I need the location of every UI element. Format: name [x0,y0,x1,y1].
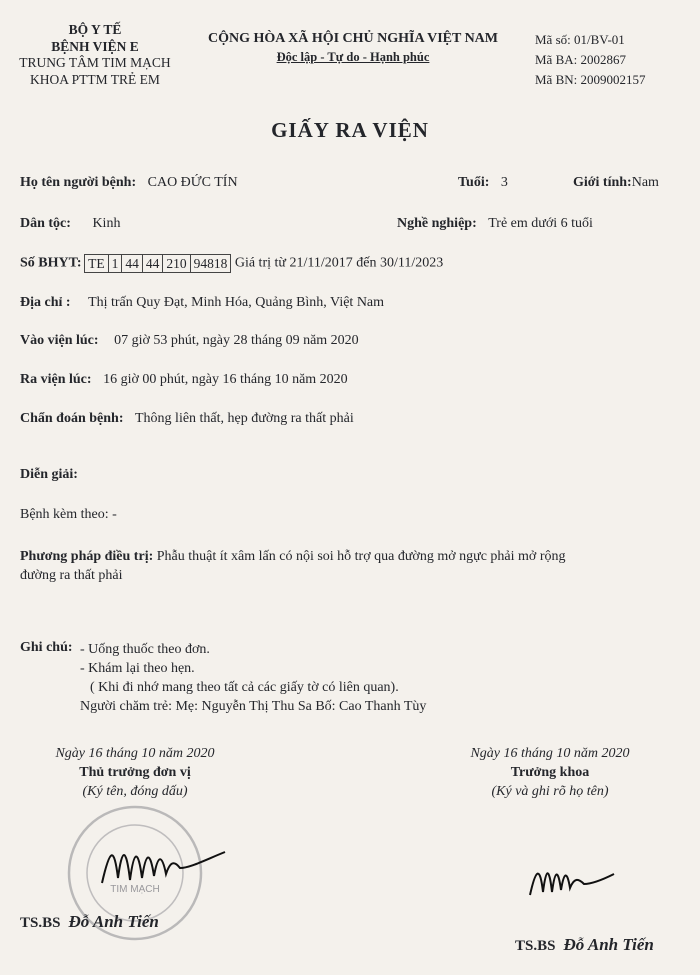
discharge-row [20,372,348,388]
age-row [458,175,508,191]
left-signer-title: TS.BS [20,915,61,931]
explanation-row [20,467,78,483]
insurance-cell: 1 [108,254,123,273]
right-signer-name: Đỗ Anh Tiến [563,935,654,954]
diagnosis-label: Chẩn đoán bệnh: [20,411,124,426]
ethnic-label: Dân tộc: [20,216,71,231]
right-signer [515,935,654,955]
left-signature-role: Thủ trưởng đơn vị [79,765,191,780]
notes-list [80,640,426,716]
left-signature-date: Ngày 16 tháng 10 năm 2020 [55,746,215,761]
gender-value: Nam [631,175,659,190]
right-signature-note: (Ký và ghi rõ họ tên) [491,784,609,799]
insurance-cell: TE [84,254,109,273]
left-signer [20,912,159,932]
explanation-label: Diễn giải: [20,467,78,482]
comorbidity-label: Bệnh kèm theo: [20,507,109,522]
address-label: Địa chỉ : [20,295,71,310]
left-handwritten-signature [100,838,230,898]
discharge-label: Ra viện lúc: [20,372,92,387]
treatment-value: Phẫu thuật ít xâm lấn có nội soi hỗ trợ qua đường mở ngực phải mở rộng [156,549,566,564]
insurance-cell: 44 [121,254,143,273]
diagnosis-row [20,411,354,427]
left-signature-block [20,746,250,800]
job-value: Trẻ em dưới 6 tuổi [488,216,593,231]
job-row [397,216,593,232]
right-handwritten-signature [528,860,618,905]
note-item: - Khám lại theo hẹn. [80,661,195,676]
treatment-continuation: đường ra thất phải [20,568,123,583]
department-name: KHOA PTTM TRẺ EM [30,71,160,87]
patient-code: Mã BN: 2009002157 [535,72,646,87]
insurance-cell: 94818 [190,254,232,273]
patient-name: CAO ĐỨC TÍN [147,175,238,190]
insurance-cell: 210 [162,254,190,273]
note-item: - Uống thuốc theo đơn. [80,642,210,657]
caregiver-info: Người chăm trẻ: Mẹ: Nguyễn Thị Thu Sa Bố: Cao Thanh Tùy [80,699,427,714]
nation-title: CỘNG HÒA XÃ HỘI CHỦ NGHĨA VIỆT NAM [207,31,498,46]
right-signer-title: TS.BS [515,938,556,954]
job-label: Nghề nghiệp: [397,216,477,231]
ministry-name: BỘ Y TẾ [68,22,122,37]
patient-name-label: Họ tên người bệnh: [20,175,137,190]
treatment-label: Phương pháp điều trị: [20,549,154,564]
record-codes [535,30,646,90]
notes-label-text: Ghi chú: [20,640,73,655]
comorbidity-value: - [112,507,117,522]
center-name: TRUNG TÂM TIM MẠCH [19,55,171,70]
admission-label: Vào viện lúc: [20,333,99,348]
document-title: GIẤY RA VIỆN [271,118,429,142]
right-signature-role: Trưởng khoa [510,765,590,780]
form-code: Mã số: 01/BV-01 [535,32,625,47]
comorbidity-row [20,507,117,523]
gender-label: Giới tính: [573,175,632,190]
diagnosis-value: Thông liên thất, hẹp đường ra thất phải [135,411,354,426]
address-row [20,295,384,311]
left-signer-name: Đỗ Anh Tiến [68,912,159,931]
medical-record-code: Mã BA: 2002867 [535,52,626,67]
national-motto: Độc lập - Tự do - Hạnh phúc [276,50,430,64]
notes-label [20,640,73,656]
age-label: Tuổi: [458,175,490,190]
ethnic-row [20,216,120,232]
right-signature-block [435,746,665,800]
stamp-text: TIM MẠCH [110,884,160,895]
address-value: Thị trấn Quy Đạt, Minh Hóa, Quảng Bình, Việt Nam [88,295,385,310]
national-header [188,30,518,66]
left-signature-note: (Ký tên, đóng dấu) [82,784,188,799]
gender-row [573,175,659,191]
discharge-time: 16 giờ 00 phút, ngày 16 tháng 10 năm 2020 [103,372,348,387]
hospital-name: BỆNH VIỆN E [51,38,139,54]
insurance-number-boxes [85,254,231,273]
insurance-label: Số BHYT: [20,255,82,271]
treatment-row [20,549,565,565]
patient-name-row [20,175,238,191]
hospital-header [10,22,180,88]
admission-row [20,333,359,349]
ethnic-value: Kinh [92,216,121,231]
insurance-cell: 44 [142,254,164,273]
age-value: 3 [500,175,508,190]
right-signature-date: Ngày 16 tháng 10 năm 2020 [470,746,630,761]
insurance-row [20,254,443,273]
note-item: ( Khi đi nhớ mang theo tất cả các giấy tờ có liên quan). [90,680,399,695]
admission-time: 07 giờ 53 phút, ngày 28 tháng 09 năm 2020 [114,333,359,348]
insurance-validity: Giá trị từ 21/11/2017 đến 30/11/2023 [234,255,444,271]
